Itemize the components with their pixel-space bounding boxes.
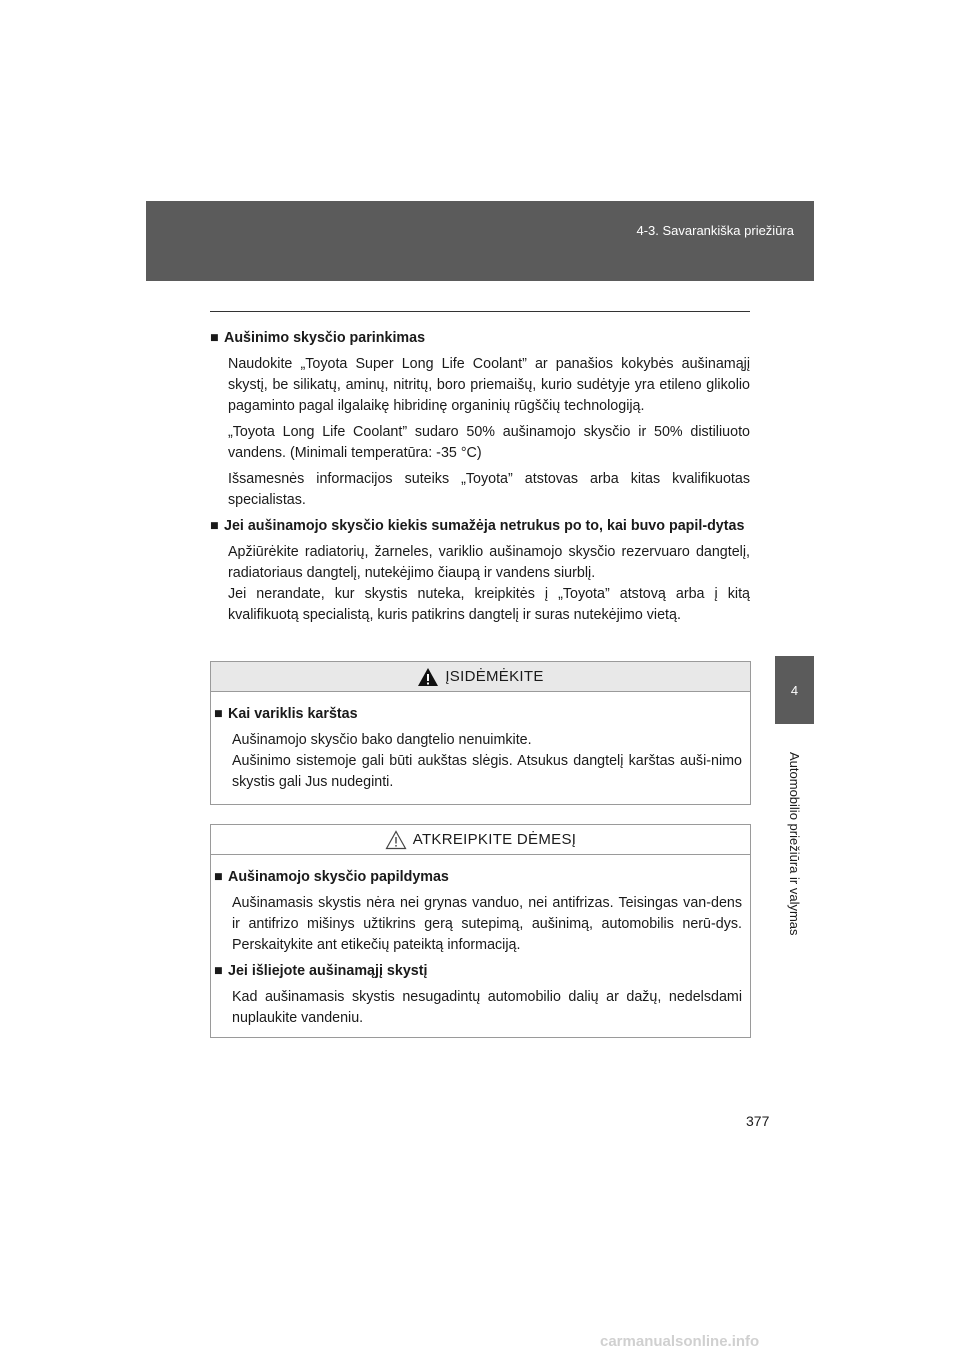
square-bullet-icon: ■ xyxy=(210,518,219,534)
warning-title: ĮSIDĖMĖKITE xyxy=(445,668,544,685)
page-number: 377 xyxy=(746,1113,770,1129)
chapter-side-label xyxy=(775,724,814,964)
notice-title: ATKREIPKITE DĖMESĮ xyxy=(412,831,577,848)
square-bullet-icon: ■ xyxy=(214,963,223,979)
paragraph: Išsamesnės informacijos suteiks „Toyota” atstovas arba kitas kvalifikuotas specialistas. xyxy=(228,471,750,508)
warning-box xyxy=(210,661,751,805)
paragraph: Kad aušinamasis skystis nesugadintų automobilio dalių ar dažų, nedelsdami nuplaukite vandeniu. xyxy=(232,989,742,1026)
chapter-number: 4 xyxy=(790,682,799,698)
main-content xyxy=(210,328,750,631)
warning-box-body xyxy=(211,692,750,810)
paragraph: Aušinamasis skystis nėra nei grynas vanduo, nei antifrizas. Teisingas van-dens ir antifrizo mišinys užtikrins gerą sutepimą, aušinimą, automobilis nerū-dys. Perskaitykite ant etikečių pateiktą informaciją. xyxy=(232,895,742,953)
paragraph: Naudokite „Toyota Super Long Life Coolant” ar panašios kokybės aušinamąjį skystį, be silikatų, aminų, nitritų, boro priemaišų, kurio sudėtyje yra etileno glikolio pagaminto pagal ilgalaikę hibridinę organinių rūgščių technologiją. xyxy=(228,356,750,414)
header-band xyxy=(146,201,814,281)
paragraph: Jei nerandate, kur skystis nuteka, kreipkitės į „Toyota” atstovą arba į kitą kvalifikuotą specialistą, kuris patikrins dangtelį ir suras nutekėjimo vietą. xyxy=(228,586,750,623)
paragraph: Aušinimo sistemoje gali būti aukštas slėgis. Atsukus dangtelį karštas auši-nimo skystis gali Jus nudeginti. xyxy=(232,753,742,790)
top-divider xyxy=(210,311,750,312)
square-bullet-icon: ■ xyxy=(214,869,223,885)
section-title: 4-3. Savarankiška priežiūra xyxy=(636,223,794,238)
warning-triangle-icon xyxy=(417,667,439,687)
caution-triangle-icon xyxy=(385,830,407,850)
paragraph: Apžiūrėkite radiatorių, žarneles, variklio aušinamojo skysčio rezervuaro dangtelį, radiatoriaus dangtelį, nutekėjimo čiaupą ir vandens siurblį. xyxy=(228,544,750,581)
paragraph: „Toyota Long Life Coolant” sudaro 50% aušinamojo skysčio ir 50% distiliuoto vandens. (Minimali temperatūra: -35 °C) xyxy=(228,424,750,461)
square-bullet-icon: ■ xyxy=(214,706,223,722)
notice-heading: ■ Jei išliejote aušinamąjį skystį xyxy=(214,961,742,982)
notice-heading: ■ Aušinamojo skysčio papildymas xyxy=(214,867,742,888)
chapter-tab xyxy=(775,656,814,724)
square-bullet-icon: ■ xyxy=(210,330,219,346)
section-heading: ■ Aušinimo skysčio parinkimas xyxy=(210,328,750,349)
warning-box-title xyxy=(211,662,750,692)
watermark: carmanualsonline.info xyxy=(600,1333,760,1350)
warning-heading: ■ Kai variklis karštas xyxy=(214,704,742,725)
notice-box xyxy=(210,824,751,1038)
notice-box-title xyxy=(211,825,750,855)
notice-box-body xyxy=(211,855,750,1046)
section-heading: ■ Jei aušinamojo skysčio kiekis sumažėja netrukus po to, kai buvo papil-dytas xyxy=(210,516,750,537)
chapter-title: Automobilio priežiūra ir valymas xyxy=(787,752,802,936)
paragraph: Aušinamojo skysčio bako dangtelio nenuimkite. xyxy=(232,732,532,748)
